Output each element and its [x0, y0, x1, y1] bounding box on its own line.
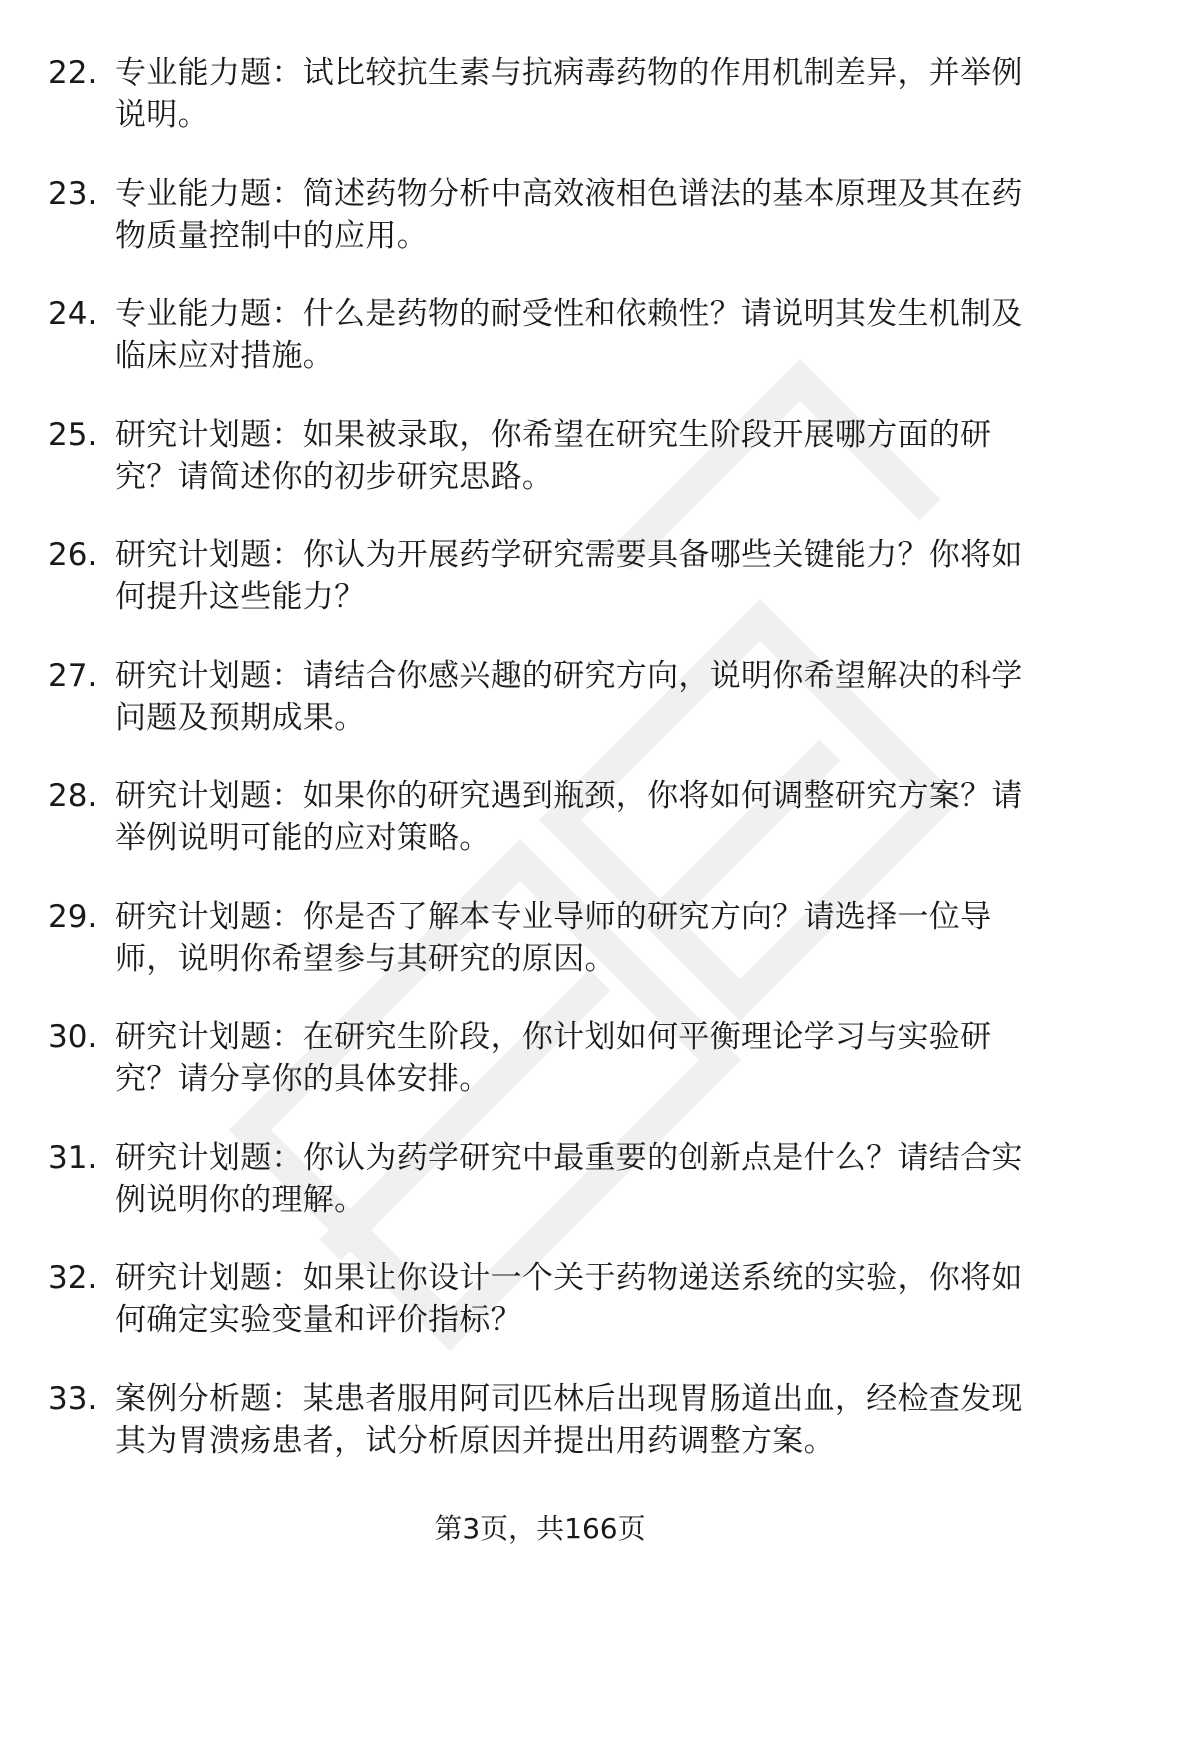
page-footer: 第3页，共166页	[434, 1512, 646, 1545]
item-text: 研究计划题：你认为药学研究中最重要的创新点是什么？请结合实例说明你的理解。	[115, 1139, 1023, 1218]
item-number: 28.	[48, 778, 98, 814]
item-number: 24.	[48, 296, 98, 332]
item-number: 31.	[48, 1139, 98, 1176]
list-item	[48, 414, 1033, 498]
item-number: 26.	[48, 537, 98, 573]
item-number: 22.	[48, 55, 98, 91]
item-text: 专业能力题：试比较抗生素与抗病毒药物的作用机制差异，并举例说明。	[115, 55, 1023, 133]
list-item	[48, 1257, 1033, 1341]
list-item	[48, 1137, 1033, 1221]
list-item	[48, 775, 1033, 859]
item-number: 29.	[48, 898, 98, 935]
list-item	[48, 293, 1033, 377]
item-text: 研究计划题：你是否了解本专业导师的研究方向？请选择一位导师，说明你希望参与其研究的原因。	[115, 898, 992, 977]
item-text: 专业能力题：简述药物分析中高效液相色谱法的基本原理及其在药物质量控制中的应用。	[115, 175, 1023, 254]
item-text: 研究计划题：你认为开展药学研究需要具备哪些关键能力？你将如何提升这些能力？	[115, 537, 1023, 615]
list-item	[48, 534, 1033, 618]
list-item	[48, 52, 1033, 136]
list-item	[48, 896, 1033, 980]
item-text: 研究计划题：在研究生阶段，你计划如何平衡理论学习与实验研究？请分享你的具体安排。	[115, 1019, 992, 1097]
item-number: 25.	[48, 416, 98, 453]
item-text: 研究计划题：如果被录取，你希望在研究生阶段开展哪方面的研究？请简述你的初步研究思路。	[115, 416, 992, 495]
item-text: 研究计划题：请结合你感兴趣的研究方向，说明你希望解决的科学问题及预期成果。	[115, 657, 1023, 736]
item-number: 33.	[48, 1380, 98, 1417]
list-item	[48, 1016, 1033, 1100]
list-item	[48, 1378, 1033, 1462]
list-item	[48, 173, 1033, 257]
item-number: 23.	[48, 175, 98, 212]
item-text: 研究计划题：如果你的研究遇到瓶颈，你将如何调整研究方案？请举例说明可能的应对策略。	[115, 778, 1023, 856]
item-number: 32.	[48, 1260, 98, 1296]
item-text: 案例分析题：某患者服用阿司匹林后出现胃肠道出血，经检查发现其为胃溃疡患者，试分析原因并提出用药调整方案。	[115, 1380, 1023, 1459]
item-text: 研究计划题：如果让你设计一个关于药物递送系统的实验，你将如何确定实验变量和评价指标？	[115, 1260, 1023, 1338]
item-number: 30.	[48, 1019, 98, 1055]
question-list	[48, 52, 1033, 1498]
list-item	[48, 655, 1033, 739]
item-text: 专业能力题：什么是药物的耐受性和依赖性？请说明其发生机制及临床应对措施。	[115, 296, 1023, 374]
item-number: 27.	[48, 657, 98, 694]
